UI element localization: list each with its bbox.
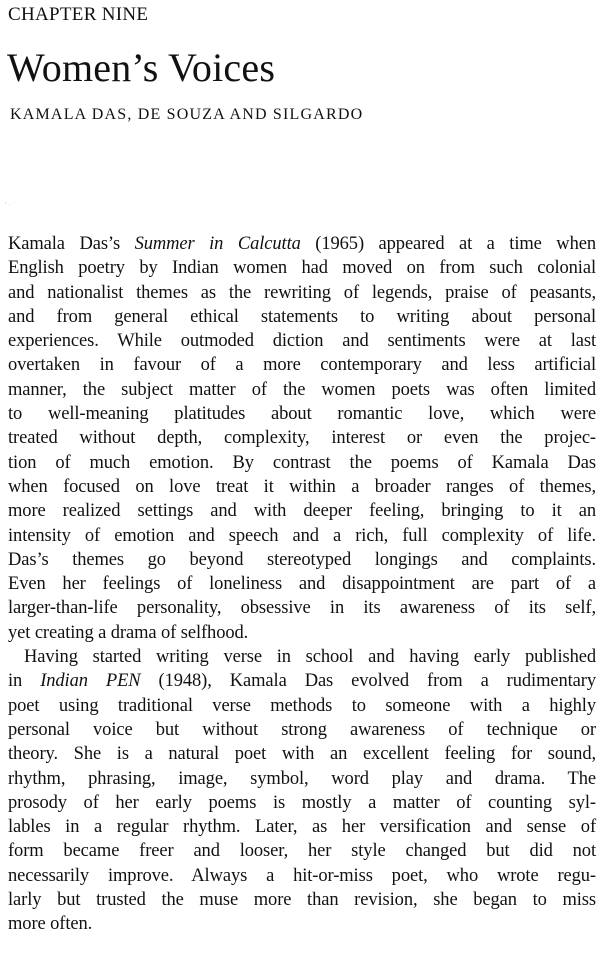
text-segment: English poetry by Indian women had moved on from such colonial: [8, 258, 596, 279]
text-line: [8, 232, 596, 256]
text-segment: Having started writing verse in school and having early published: [24, 647, 596, 668]
text-line: [8, 694, 596, 718]
text-line: [8, 815, 596, 839]
text-line: [8, 888, 596, 912]
text-line: [8, 402, 596, 426]
body-text: [8, 232, 596, 937]
text-line: [8, 524, 596, 548]
text-segment: treated without depth, complexity, interest or even the projec-: [8, 428, 596, 449]
text-line: [8, 621, 596, 645]
text-segment: Even her feelings of loneliness and disappointment are part of a: [8, 574, 596, 595]
text-segment: form became freer and looser, her style changed but did not: [8, 841, 596, 862]
text-line: [8, 669, 596, 693]
text-line: [8, 353, 596, 377]
text-line: [8, 426, 596, 450]
text-line: [8, 839, 596, 863]
text-line: [8, 329, 596, 353]
text-segment: personal voice but without strong awareness of technique or: [8, 719, 596, 740]
text-line: [8, 864, 596, 888]
text-segment: yet creating a drama of selfhood.: [8, 622, 249, 643]
chapter-subtitle: KAMALA DAS, DE SOUZA AND SILGARDO: [10, 106, 364, 123]
paragraph: [8, 645, 596, 937]
text-line: [8, 305, 596, 329]
text-segment: when focused on love treat it within a broader ranges of themes,: [8, 476, 596, 497]
text-segment: to well-meaning platitudes about romantic love, which were: [8, 404, 596, 425]
text-line: [8, 572, 596, 596]
text-segment: (1948), Kamala Das evolved from a rudimentary: [140, 671, 596, 692]
text-segment: more often.: [8, 914, 93, 935]
text-segment: manner, the subject matter of the women poets was often limited: [8, 379, 596, 400]
text-line: [8, 596, 596, 620]
text-line: [8, 281, 596, 305]
text-segment: Kamala Das’s: [8, 234, 135, 254]
text-segment: prosody of her early poems is mostly a matter of counting syl-: [8, 792, 596, 813]
paragraph: [8, 232, 596, 645]
italic-title: Indian PEN: [40, 671, 141, 692]
italic-title: Summer in Calcutta: [134, 234, 301, 254]
text-line: [8, 548, 596, 572]
text-line: [8, 791, 596, 815]
text-segment: larger-than-life personality, obsessive in its awareness of its self,: [8, 598, 596, 619]
text-segment: and from general ethical statements to writing about personal: [8, 306, 596, 327]
text-segment: overtaken in favour of a more contemporary and less artificial: [8, 355, 596, 376]
text-segment: (1965) appeared at a time when: [300, 234, 596, 254]
text-segment: lables in a regular rhythm. Later, as her versification and sense of: [8, 817, 596, 838]
text-segment: intensity of emotion and speech and a rich, full complexity of life.: [8, 525, 596, 546]
text-line: [8, 451, 596, 475]
text-segment: Das’s themes go beyond stereotyped longings and complaints.: [8, 549, 596, 570]
text-segment: poet using traditional verse methods to someone with a highly: [8, 695, 596, 716]
text-line: [8, 475, 596, 499]
text-line: [8, 645, 596, 669]
text-segment: more realized settings and with deeper feeling, bringing to it an: [8, 501, 596, 522]
text-segment: experiences. While outmoded diction and sentiments were at last: [8, 331, 596, 352]
scan-speck-decoration: [4, 200, 16, 208]
text-line: [8, 767, 596, 791]
chapter-title: Women’s Voices: [7, 45, 276, 90]
text-segment: in: [8, 671, 41, 692]
text-segment: and nationalist themes as the rewriting of legends, praise of peasants,: [8, 282, 596, 303]
text-segment: theory. She is a natural poet with an excellent feeling for sound,: [8, 744, 596, 765]
text-line: [8, 499, 596, 523]
text-line: [8, 256, 596, 280]
text-line: [8, 912, 596, 936]
text-segment: tion of much emotion. By contrast the poems of Kamala Das: [8, 452, 596, 473]
chapter-label: CHAPTER NINE: [8, 4, 149, 25]
text-line: [8, 742, 596, 766]
text-line: [8, 718, 596, 742]
text-segment: larly but trusted the muse more than revision, she began to miss: [8, 890, 596, 911]
text-segment: rhythm, phrasing, image, symbol, word play and drama. The: [8, 768, 596, 789]
text-line: [8, 378, 596, 402]
text-segment: necessarily improve. Always a hit-or-miss poet, who wrote regu-: [8, 865, 596, 886]
